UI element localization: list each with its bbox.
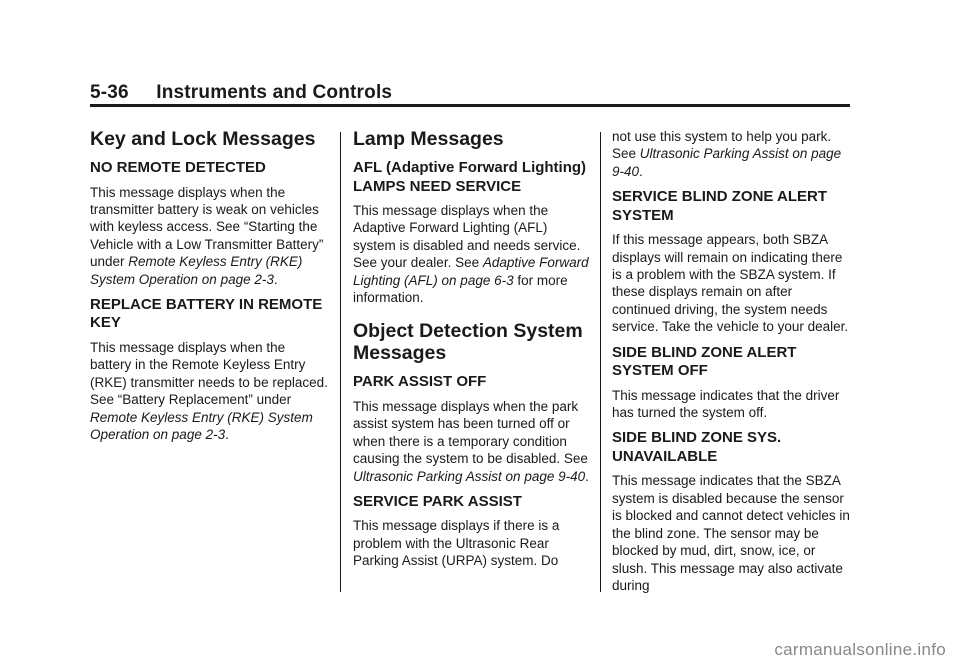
heading-no-remote: NO REMOTE DETECTED <box>90 159 266 176</box>
page-header-title: 5-36 Instruments and Controls <box>90 82 393 103</box>
paragraph-side-blind-zone-unavailable: This message indicates that the SBZA system is disabled because the sensor is blocked and cannot detect vehicles in the blind zone. The sensor may be blocked by mud, dirt, snow, ice, or slush. This message may also activate during <box>612 473 850 593</box>
paragraph-end: for more information. <box>353 272 568 306</box>
section-title-object-detection: Object Detection System Messages <box>353 320 583 365</box>
heading-service-blind-zone: SERVICE BLIND ZONE ALERT SYSTEM <box>612 188 828 224</box>
paragraph-text: This message displays when the Adaptive Forward Lighting (AFL) system is disabled and needs service. See your dealer. See <box>353 203 581 271</box>
paragraph-text: This message displays when the transmitter battery is weak on vehicles with keyless access. See “Starting the Vehicle with a Low Transmitter Battery” under <box>90 184 324 270</box>
paragraph-service-blind-zone: If this message appears, both SBZA displays will remain on indicating there is a problem with the SBZA system. If these displays remain on after continued driving, the system needs service. Take the vehicle to your dealer. <box>612 232 849 335</box>
heading-side-blind-zone-unavailable: SIDE BLIND ZONE SYS. UNAVAILABLE <box>612 429 782 465</box>
cross-reference-link[interactable]: Remote Keyless Entry (RKE) System Operation on page 2-3 <box>90 409 313 442</box>
heading-afl: AFL (Adaptive Forward Lighting) LAMPS NEED SERVICE <box>353 159 587 195</box>
paragraph-service-park-assist: This message displays if there is a problem with the Ultrasonic Rear Parking Assist (URPA) system. Do <box>353 518 560 569</box>
paragraph-end: . <box>585 468 589 484</box>
column-1 <box>90 126 330 449</box>
paragraph-side-blind-zone-off: This message indicates that the driver has turned the system off. <box>612 387 840 421</box>
paragraph-replace-battery <box>90 339 330 443</box>
cross-reference-link[interactable]: Ultrasonic Parking Assist on page 9-40 <box>353 468 586 484</box>
header-rule <box>90 104 850 107</box>
cross-reference-link[interactable]: Ultrasonic Parking Assist on page 9-40 <box>612 146 842 179</box>
paragraph-text: This message displays when the park assist system has been turned off or when there is a temporary condition causing the system to be disabled. See <box>353 398 588 467</box>
paragraph-afl <box>353 202 593 306</box>
cross-reference-link[interactable]: Remote Keyless Entry (RKE) System Operation on page 2-3 <box>90 254 303 287</box>
paragraph-end: . <box>225 426 229 442</box>
page-header <box>90 82 850 104</box>
paragraph-park-assist-off <box>353 398 593 485</box>
cross-reference-link[interactable]: Adaptive Forward Lighting (AFL) on page 6-3 <box>353 255 589 288</box>
paragraph-no-remote <box>90 184 330 288</box>
heading-replace-battery: REPLACE BATTERY IN REMOTE KEY <box>90 295 323 332</box>
heading-park-assist-off: PARK ASSIST OFF <box>353 373 487 391</box>
column-3 <box>612 128 852 600</box>
column-divider <box>340 132 341 592</box>
column-divider <box>600 132 601 592</box>
paragraph-continued <box>612 128 852 180</box>
footer-watermark: carmanualsonline.info <box>774 640 946 659</box>
paragraph-text: not use this system to help you park. See <box>612 129 832 162</box>
section-title-lamp: Lamp Messages <box>353 128 504 150</box>
column-2 <box>353 126 593 576</box>
paragraph-text: This message displays when the battery in the Remote Keyless Entry (RKE) transmitter needs to be replaced. See “Battery Replacement” under <box>90 339 328 408</box>
paragraph-end: . <box>273 271 278 287</box>
section-title-key-lock: Key and Lock Messages <box>90 128 316 150</box>
paragraph-end: . <box>639 163 643 179</box>
heading-service-park-assist: SERVICE PARK ASSIST <box>353 492 522 510</box>
heading-side-blind-zone-off: SIDE BLIND ZONE ALERT SYSTEM OFF <box>612 343 797 380</box>
